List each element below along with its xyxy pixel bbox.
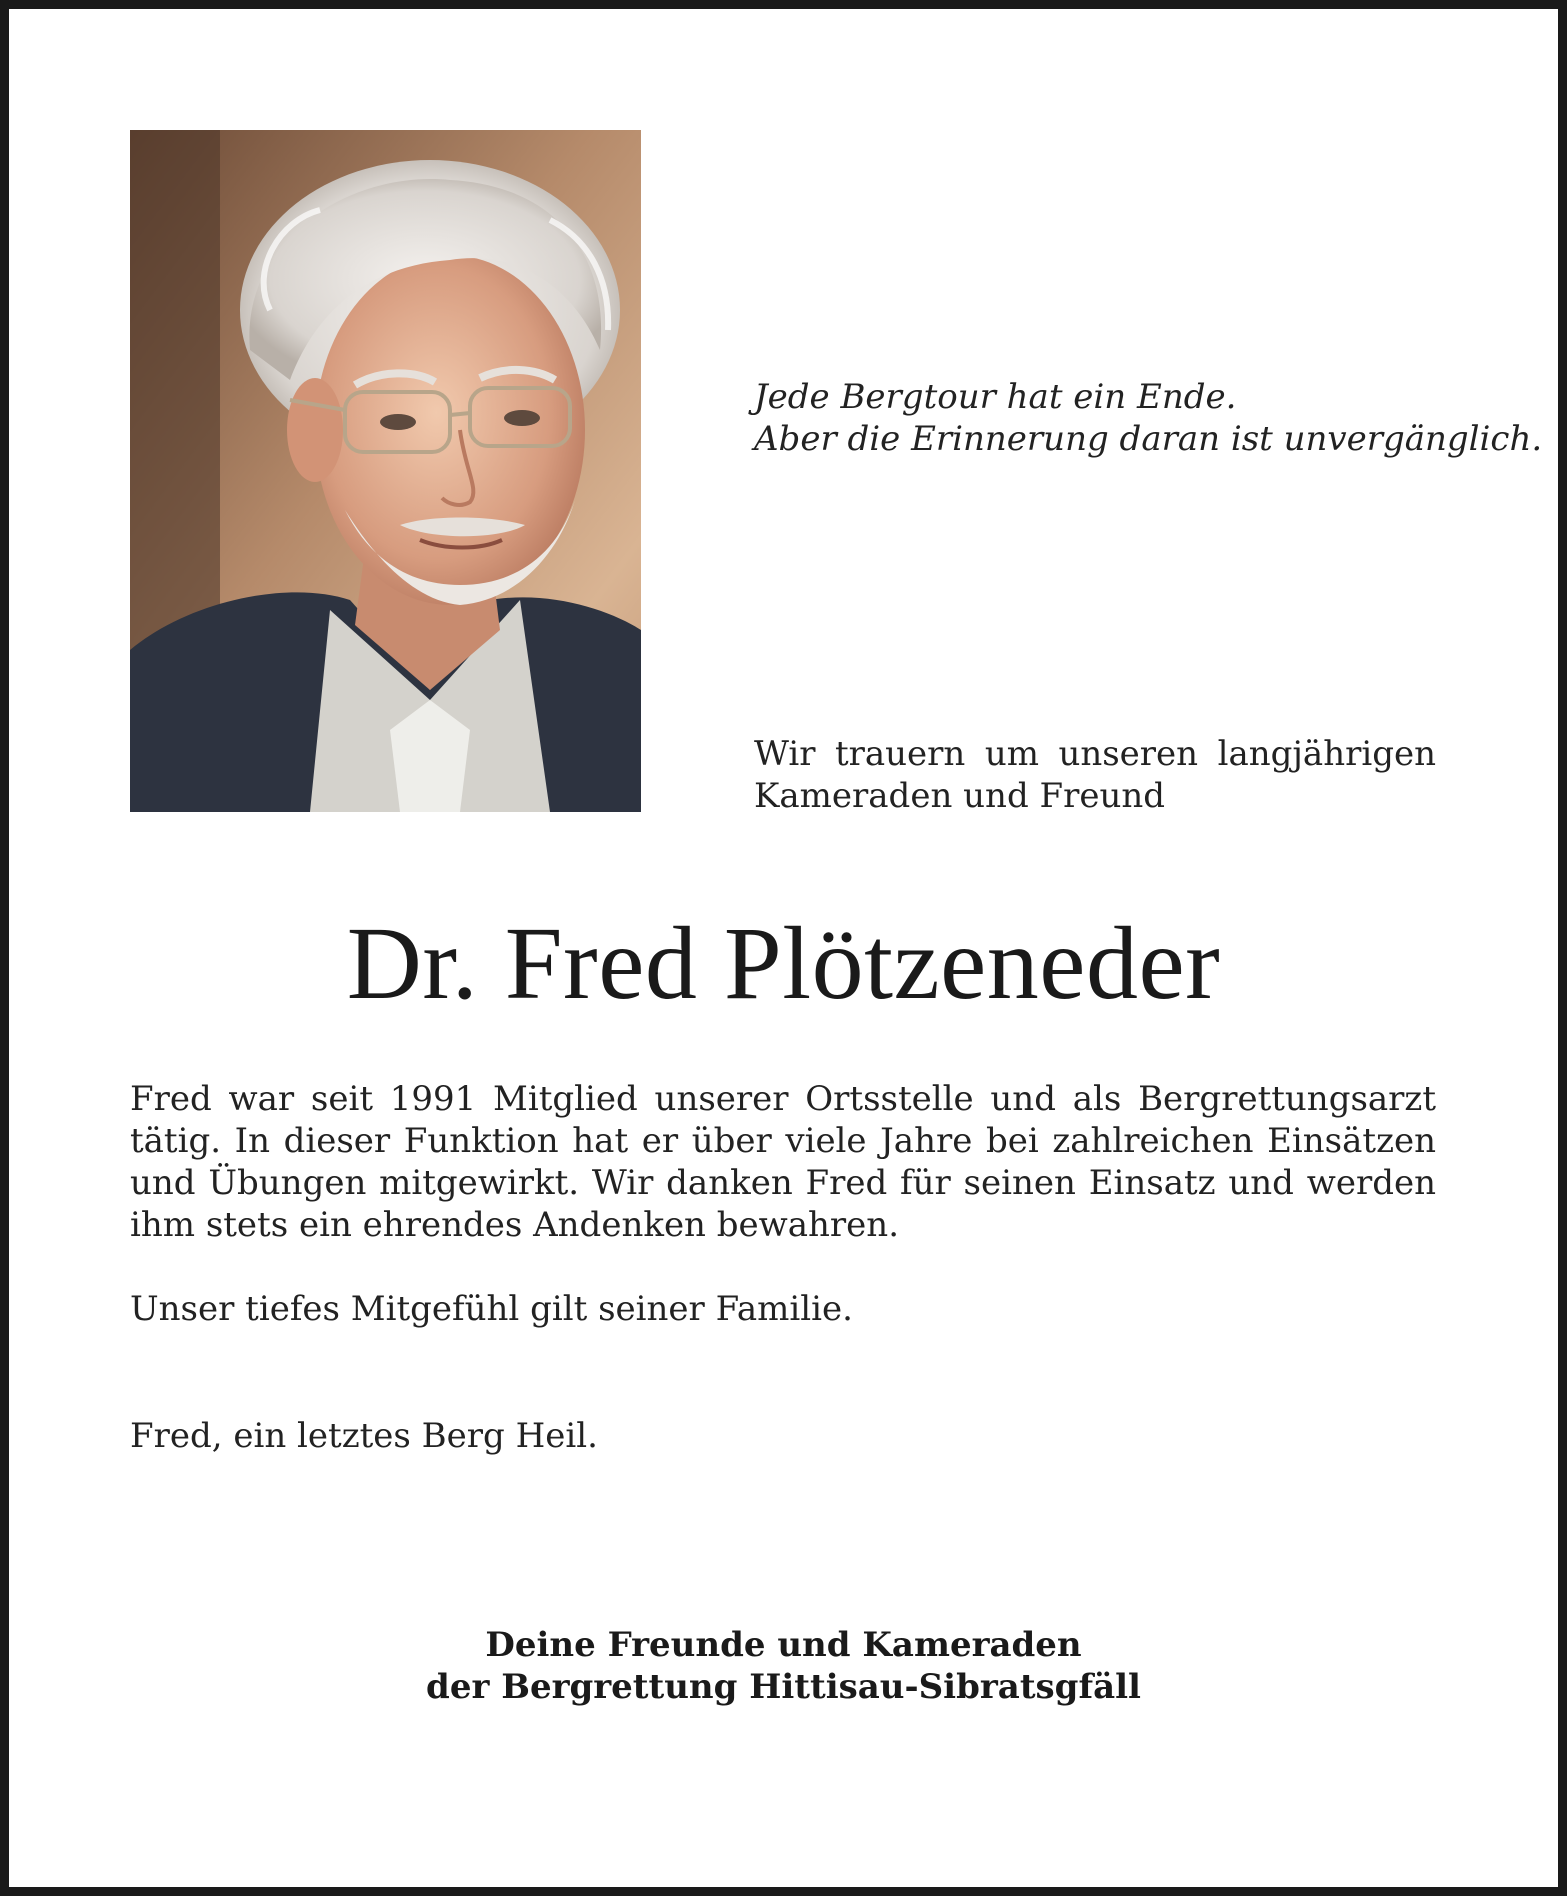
portrait-illustration xyxy=(130,130,641,812)
deceased-name: Dr. Fred Plötzeneder xyxy=(346,906,1221,1021)
condolence-text: Unser tiefes Mitgefühl gilt seiner Familie. xyxy=(130,1289,853,1329)
biography-paragraph: Fred war seit 1991 Mitglied unserer Ortsstelle und als Bergrettungsarzt tätig. In dieser Funktion hat er über viele Jahre bei zahlreichen Einsätzen und Übungen mitgewirkt. Wir danken Fred für seinen Einsatz und werden ihm stets ein ehrendes Andenken bewahren. xyxy=(130,1079,1436,1245)
farewell-text: Fred, ein letztes Berg Heil. xyxy=(130,1416,598,1456)
motto-line-2: Aber die Erinnerung daran ist unvergänglich. xyxy=(754,419,1543,459)
motto-quote xyxy=(754,376,1543,460)
signature-line-1: Deine Freunde und Kameraden xyxy=(485,1625,1082,1665)
intro-line-1: Wir trauern um unseren langjährigen xyxy=(754,734,1436,774)
intro-line-2: Kameraden und Freund xyxy=(754,776,1166,816)
motto-line-1: Jede Bergtour hat ein Ende. xyxy=(754,377,1237,417)
portrait-photo xyxy=(130,130,641,812)
signature-block xyxy=(0,1624,1567,1708)
signature-line-2: der Bergrettung Hittisau-Sibratsgfäll xyxy=(426,1667,1141,1707)
mourning-intro xyxy=(754,733,1436,817)
